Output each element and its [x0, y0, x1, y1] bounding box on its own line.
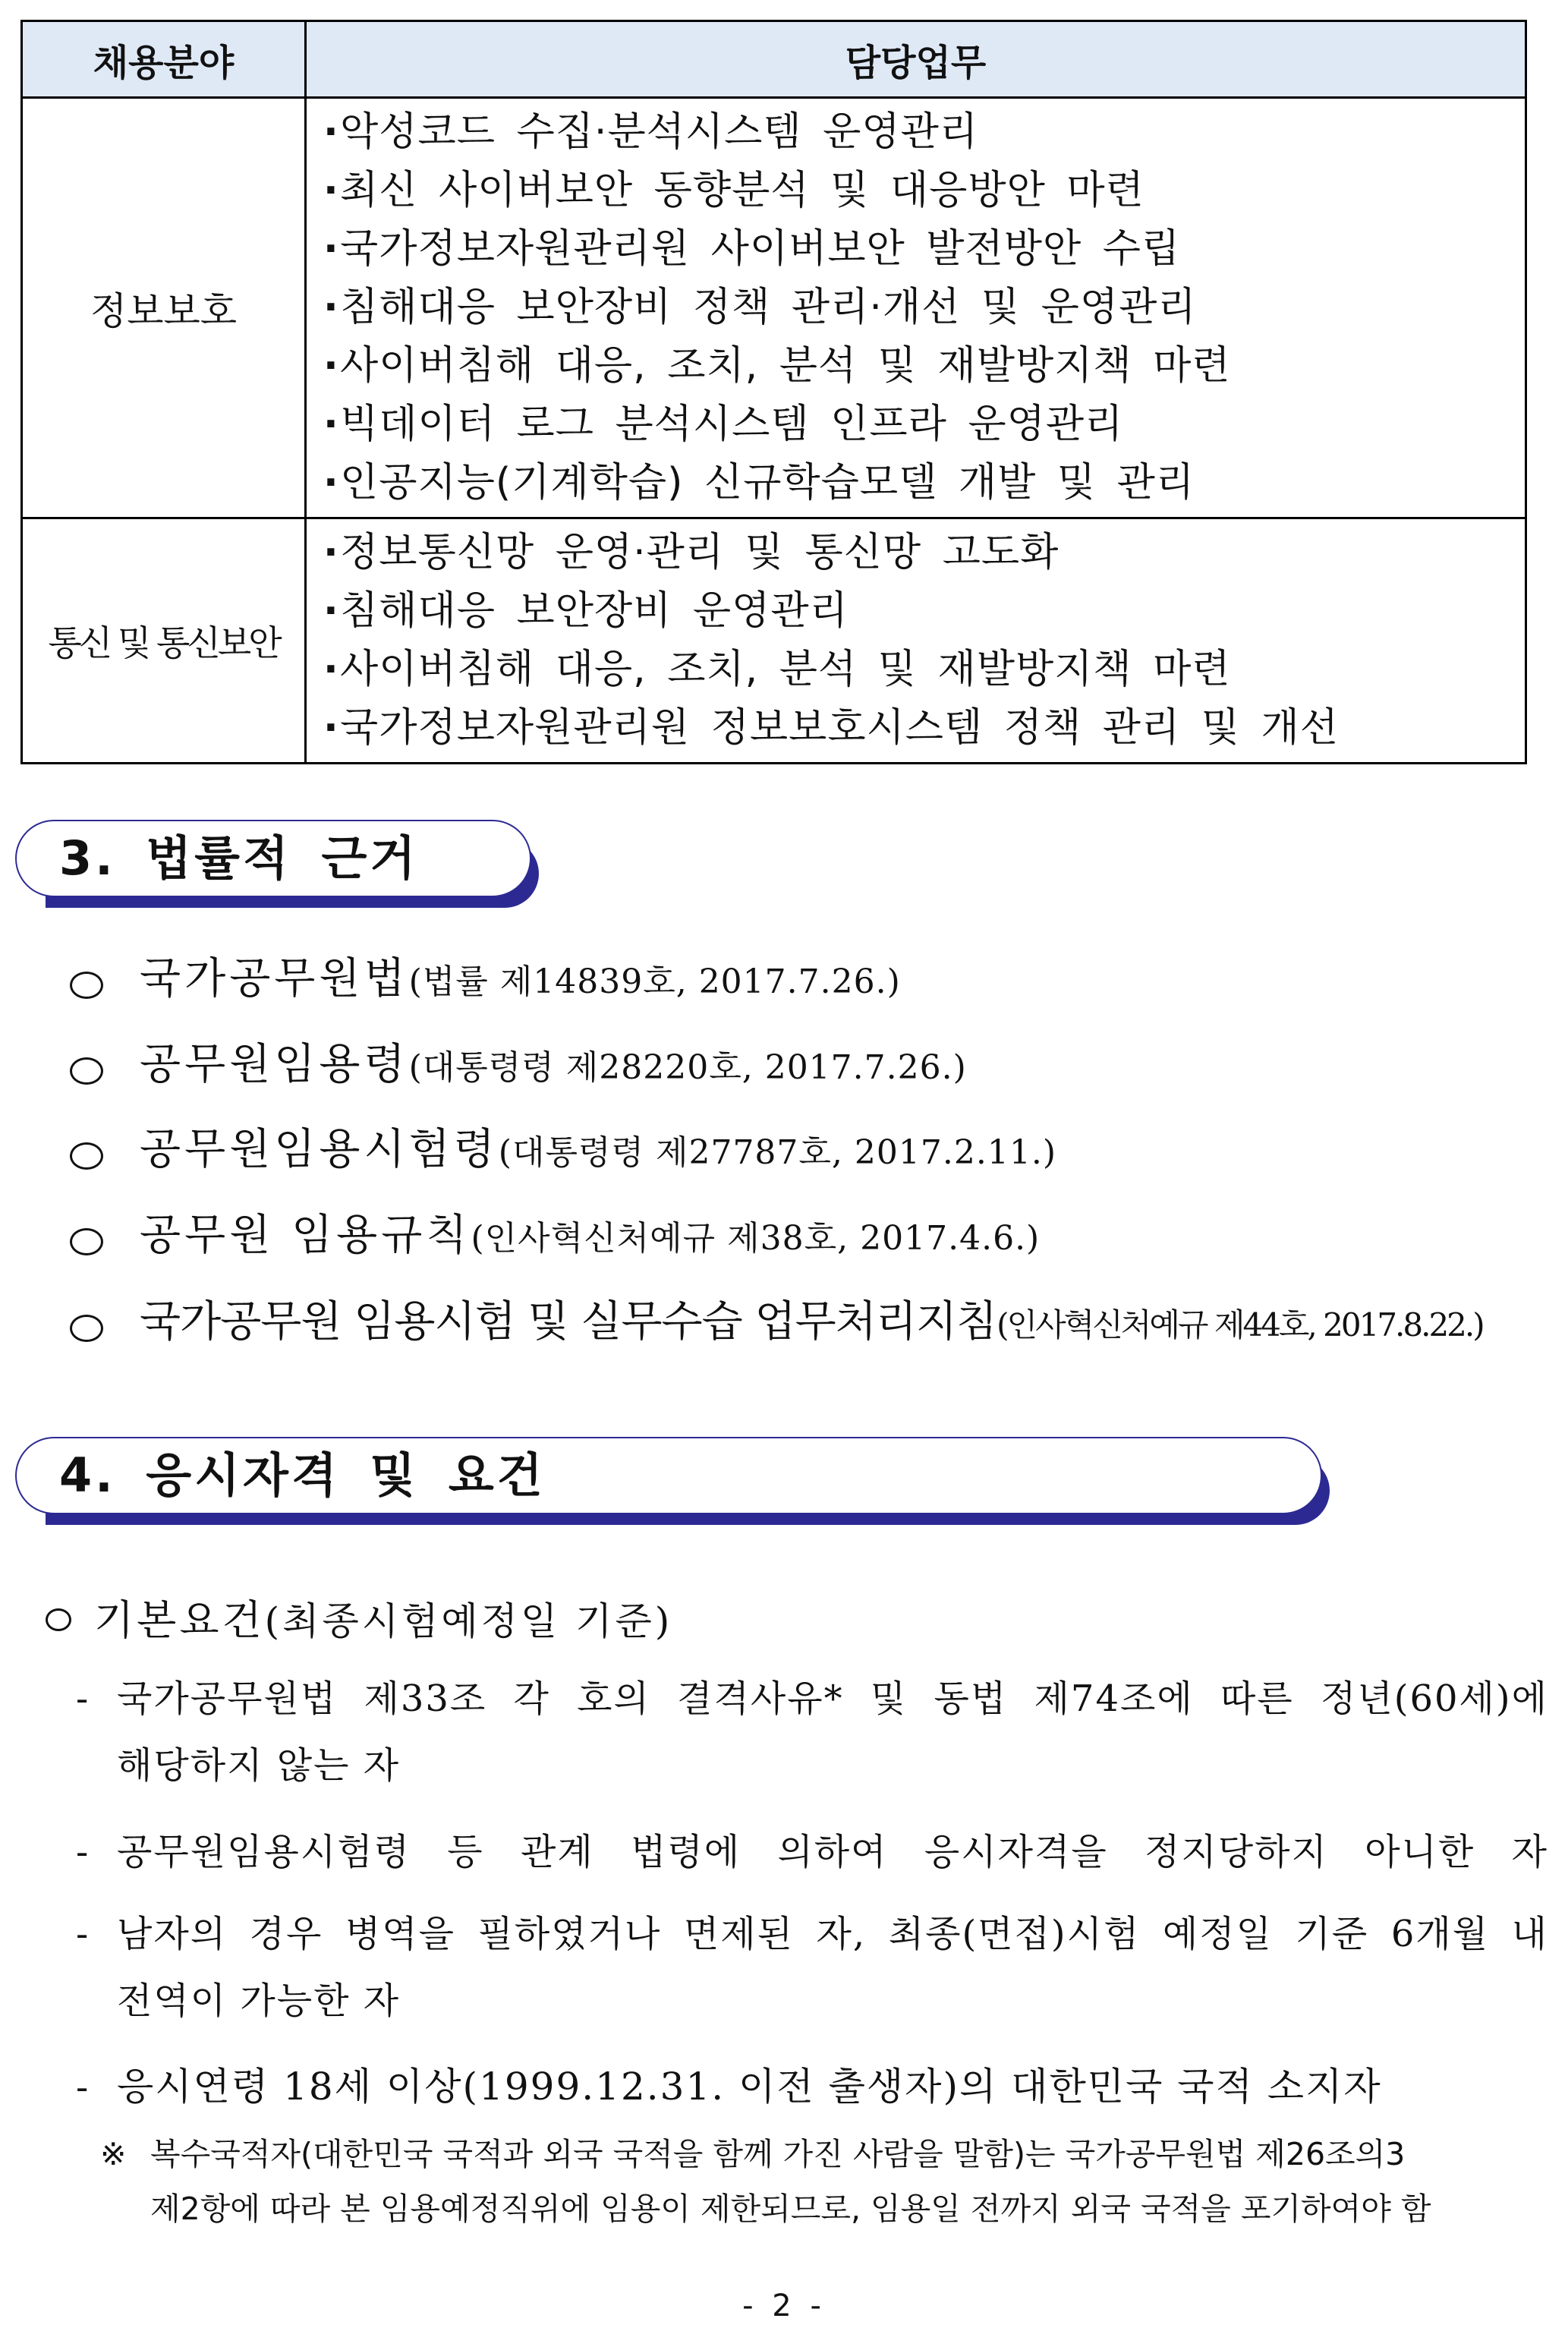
circle-bullet-icon — [70, 1315, 103, 1342]
basic-requirements-heading: 기본요건(최종시험예정일 기준) — [46, 1588, 672, 1646]
table-row — [22, 98, 1526, 518]
circle-bullet-icon — [70, 972, 103, 999]
dual-nationality-note: ※ 복수국적자(대한민국 국적과 외국 국적을 함께 가진 사람을 말함)는 국가공무원법 제26조의3 제2항에 따라 본 임용예정직위에 임용이 제한되므로, 임용일 전까지 외국 국적을 포기하여야 함 — [100, 2136, 1431, 2227]
section4-header — [15, 1437, 1322, 1514]
duty-item: ·악성코드 수집·분석시스템 운영관리 — [323, 109, 979, 155]
law-item: 공무원임용시험령(대통령령 제27787호, 2017.2.11.) — [70, 1116, 1056, 1177]
page-number: - 2 - — [742, 2288, 826, 2323]
requirement-item: - 남자의 경우 병역을 필하였거나 면제된 자, 최종(면접)시험 예정일 기준 6개월 내 전역이 가능한 자 — [76, 1913, 1548, 2022]
table-row — [22, 518, 1526, 764]
recruitment-duty-table — [20, 20, 1527, 764]
requirement-item: - 공무원임용시험령 등 관계 법령에 의하여 응시자격을 정지당하지 아니한 자 — [76, 1831, 1548, 1873]
section3-title: 3. 법률적 근거 — [59, 830, 419, 886]
header-duties: 담당업무 — [306, 21, 1526, 98]
requirement-item: - 응시연령 18세 이상(1999.12.31. 이전 출생자)의 대한민국 국적 소지자 — [76, 2065, 1382, 2109]
header-recruitment-field: 채용분야 — [22, 21, 306, 98]
duty-list — [306, 518, 1526, 764]
section3-header — [15, 820, 531, 897]
requirement-item: - 국가공무원법 제33조 각 호의 결격사유* 및 동법 제74조에 따른 정년(60세)에 해당하지 않는 자 — [76, 1677, 1548, 1787]
duty-item: ·침해대응 보안장비 정책 관리·개선 및 운영관리 — [323, 285, 1197, 330]
duty-item: ·사이버침해 대응, 조치, 분석 및 재발방지책 마련 — [323, 647, 1231, 692]
law-item: 국가공무원법(법률 제14839호, 2017.7.26.) — [70, 945, 901, 1006]
law-item: 공무원임용령(대통령령 제28220호, 2017.7.26.) — [70, 1031, 967, 1091]
duty-item: ·침해대응 보안장비 운영관리 — [323, 588, 849, 634]
circle-bullet-icon — [46, 1608, 71, 1631]
duty-item: ·사이버침해 대응, 조치, 분석 및 재발방지책 마련 — [323, 343, 1231, 389]
circle-bullet-icon — [70, 1228, 103, 1255]
table-header-row — [22, 21, 1526, 98]
law-item: 공무원 임용규칙(인사혁신처예규 제38호, 2017.4.6.) — [70, 1202, 1040, 1262]
duty-list — [306, 98, 1526, 518]
field-communication-security: 통신 및 통신보안 — [22, 518, 306, 764]
section4-title: 4. 응시자격 및 요건 — [59, 1447, 546, 1503]
duty-item: ·최신 사이버보안 동향분석 및 대응방안 마련 — [323, 168, 1145, 213]
field-information-security: 정보보호 — [22, 98, 306, 518]
law-item: 국가공무원 임용시험 및 실무수습 업무처리지침(인사혁신처예규 제44호, 2017.8.22.) — [70, 1288, 1483, 1349]
duty-item: ·빅데이터 로그 분석시스템 인프라 운영관리 — [323, 402, 1124, 447]
duty-item: ·국가정보자원관리원 정보보호시스템 정책 관리 및 개선 — [323, 705, 1339, 751]
duty-item: ·인공지능(기계학습) 신규학습모델 개발 및 관리 — [323, 460, 1195, 506]
circle-bullet-icon — [70, 1142, 103, 1170]
duty-item: ·정보통신망 운영·관리 및 통신망 고도화 — [323, 530, 1060, 575]
duty-item: ·국가정보자원관리원 사이버보안 발전방안 수립 — [323, 226, 1181, 272]
circle-bullet-icon — [70, 1057, 103, 1085]
